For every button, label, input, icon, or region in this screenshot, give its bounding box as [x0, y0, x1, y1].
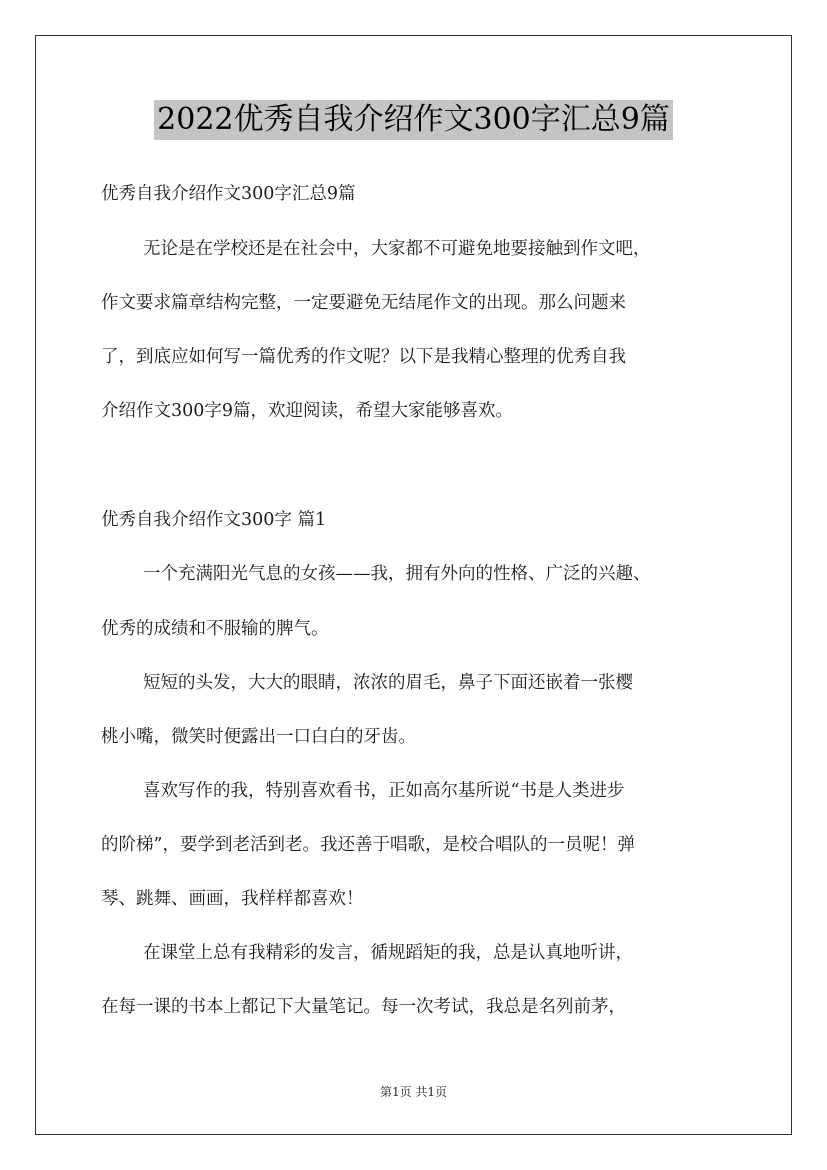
paragraph-line: 一个充满阳光气息的女孩——我，拥有外向的性格、广泛的兴趣、	[143, 564, 651, 584]
page-footer: 第1页 共1页	[379, 1085, 448, 1099]
section-heading-intro: 优秀自我介绍作文300字汇总9篇	[101, 184, 356, 204]
paragraph-line: 短短的头发，大大的眼睛，浓浓的眉毛，鼻子下面还嵌着一张樱	[143, 673, 633, 693]
section-heading-1: 优秀自我介绍作文300字 篇1	[101, 510, 327, 530]
title-container	[0, 100, 827, 140]
paragraph-line: 的阶梯”，要学到老活到老。我还善于唱歌，是校合唱队的一员呢！弹	[101, 835, 635, 855]
paragraph-line: 作文要求篇章结构完整，一定要避免无结尾作文的出现。那么问题来	[101, 293, 626, 313]
paragraph-line: 喜欢写作的我，特别喜欢看书，正如高尔基所说“书是人类进步	[143, 781, 625, 801]
document-title: 2022优秀自我介绍作文300字汇总9篇	[154, 100, 673, 140]
paragraph-line: 介绍作文300字9篇，欢迎阅读，希望大家能够喜欢。	[101, 401, 514, 421]
paragraph-line: 桃小嘴，微笑时便露出一口白白的牙齿。	[101, 727, 416, 747]
paragraph-line: 了，到底应如何写一篇优秀的作文呢？以下是我精心整理的优秀自我	[101, 347, 626, 367]
paragraph-line: 优秀的成绩和不服输的脾气。	[101, 619, 329, 639]
paragraph-line: 琴、跳舞、画画，我样样都喜欢！	[101, 889, 364, 909]
paragraph-line: 无论是在学校还是在社会中，大家都不可避免地要接触到作文吧，	[143, 239, 651, 259]
paragraph-line: 在课堂上总有我精彩的发言，循规蹈矩的我，总是认真地听讲，	[143, 943, 633, 963]
paragraph-line: 在每一课的书本上都记下大量笔记。每一次考试，我总是名列前茅，	[101, 997, 626, 1017]
